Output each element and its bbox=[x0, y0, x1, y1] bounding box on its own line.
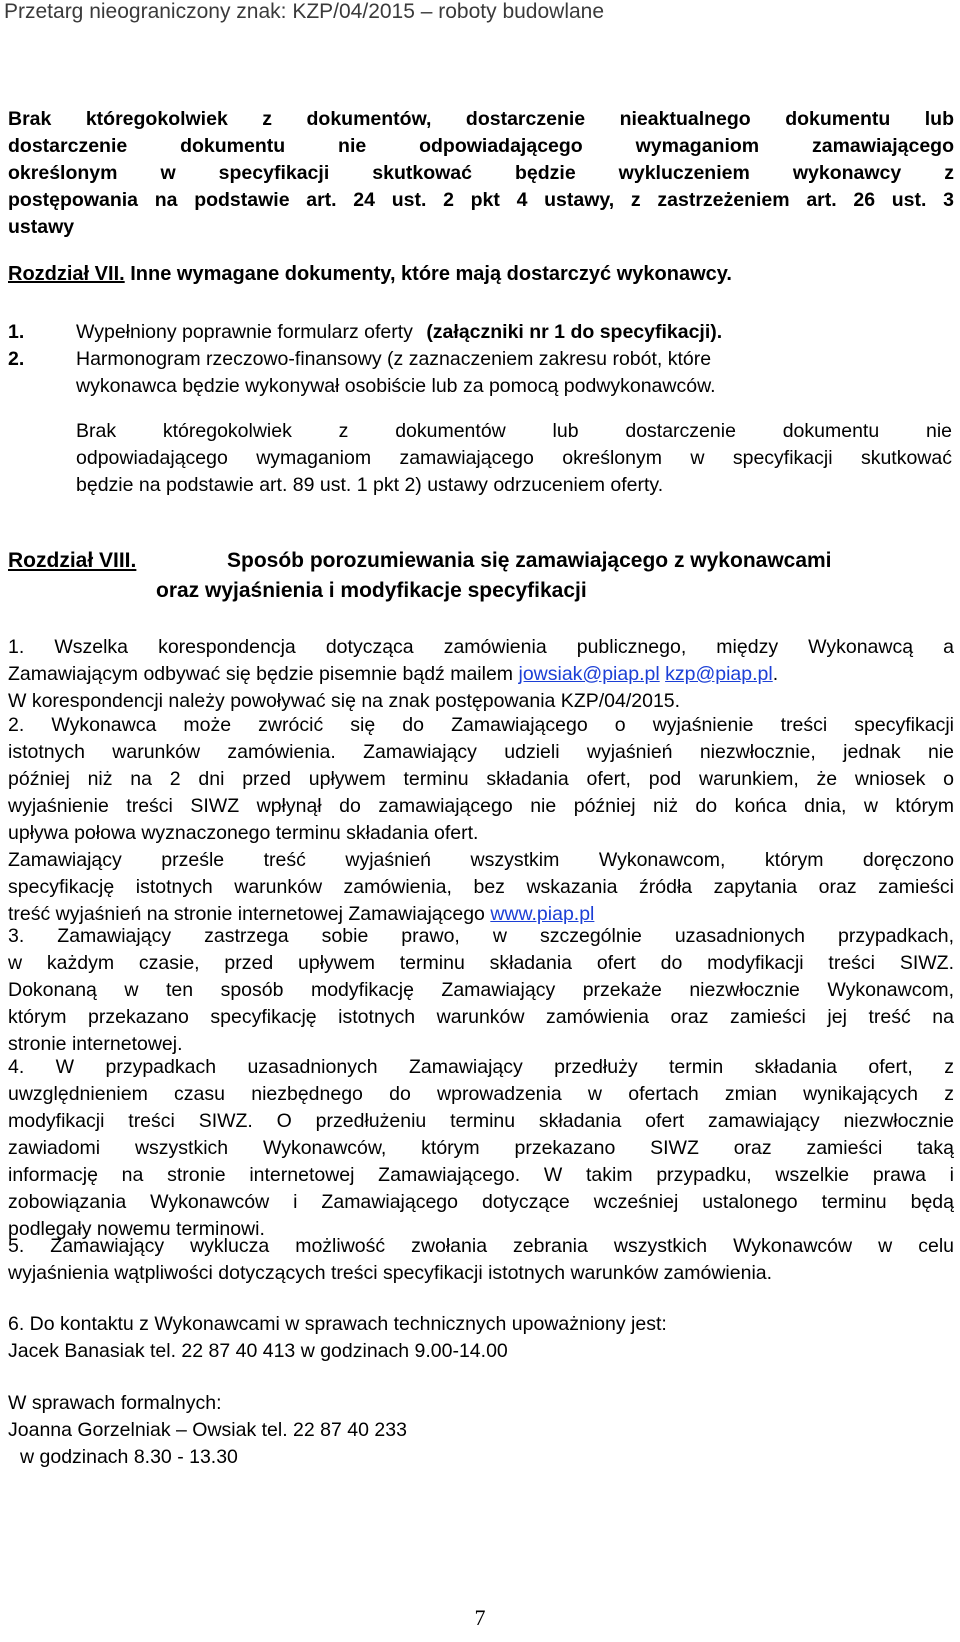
text-line: wyjaśnienie treści SIWZ wpłynął do zamawiającego nie później niż do końca dnia, w którym bbox=[8, 795, 954, 817]
contact-formal: Joanna Gorzelniak – Owsiak tel. 22 87 40 233 bbox=[8, 1419, 407, 1441]
chapter-7-heading bbox=[8, 263, 954, 286]
text-line: zobowiązania Wykonawców i Zamawiającego dotyczące wcześniej ustalonego terminu będą bbox=[8, 1191, 954, 1213]
text-line: istotnych warunków zamówienia. Zamawiający udzieli wyjaśnień niezwłocznie, jednak nie bbox=[8, 741, 954, 763]
document-header: Przetarg nieograniczony znak: KZP/04/2015 – roboty budowlane bbox=[4, 0, 605, 23]
list-number: 1. bbox=[8, 321, 25, 343]
text-line: w każdym czasie, przed upływem terminu składania ofert do modyfikacji treści SIWZ. bbox=[8, 952, 954, 974]
text-line: upływa połowa wyznaczonego terminu składania ofert. bbox=[8, 822, 479, 844]
text-line: specyfikację istotnych warunków zamówienia, bez wskazania źródła zapytania oraz zamieści bbox=[8, 876, 954, 898]
text-line: wyjaśnienia wątpliwości dotyczących treści specyfikacji istotnych warunków zamówienia. bbox=[8, 1262, 773, 1284]
email-link-jowsiak[interactable]: jowsiak@piap.pl bbox=[518, 663, 660, 685]
website-link[interactable]: www.piap.pl bbox=[490, 903, 595, 925]
list-item bbox=[8, 346, 954, 373]
chapter-8-title-line1: Sposób porozumiewania się zamawiającego z wykonawcami bbox=[227, 549, 832, 572]
text-line bbox=[8, 661, 954, 688]
list-number: 2. bbox=[8, 348, 25, 370]
chapter-8-label: Rozdział VIII. bbox=[8, 549, 137, 572]
documents-list bbox=[8, 319, 954, 400]
email-link-kzp[interactable]: kzp@piap.pl bbox=[665, 663, 773, 685]
text-line: Brak któregokolwiek z dokumentów lub dostarczenie dokumentu nie bbox=[76, 420, 952, 442]
text-line: dostarczenie dokumentu nie odpowiadającego wymaganiom zamawiającego bbox=[8, 135, 954, 157]
section-6-formal bbox=[8, 1390, 954, 1471]
text-line: W sprawach formalnych: bbox=[8, 1392, 222, 1414]
text-line: określonym w specyfikacji skutkować będzie wykluczeniem wykonawcy z bbox=[8, 162, 954, 184]
text-line: 3. Zamawiający zastrzega sobie prawo, w szczególnie uzasadnionych przypadkach, bbox=[8, 925, 954, 947]
text-line: ustawy bbox=[8, 216, 75, 238]
chapter-8-title-line2: oraz wyjaśnienia i modyfikacje specyfikacji bbox=[156, 579, 587, 602]
text-line: 5. Zamawiający wyklucza możliwość zwołania zebrania wszystkich Wykonawców w celu bbox=[8, 1235, 954, 1257]
text-line: stronie internetowej. bbox=[8, 1033, 183, 1055]
list-item bbox=[8, 319, 954, 346]
section-1 bbox=[8, 634, 954, 715]
text-line: uwzględnieniem czasu niezbędnego do wprowadzenia w ofertach zmian wynikających z bbox=[8, 1083, 954, 1105]
section-6 bbox=[8, 1311, 954, 1365]
text-line: modyfikacji treści SIWZ. O przedłużeniu terminu składania ofert zamawiający niezwłocznie bbox=[8, 1110, 954, 1132]
text-line: 6. Do kontaktu z Wykonawcami w sprawach technicznych upoważniony jest: bbox=[8, 1313, 667, 1335]
chapter-8-heading bbox=[8, 546, 954, 606]
section-5 bbox=[8, 1233, 954, 1287]
list-text: wykonawca będzie wykonywał osobiście lub za pomocą podwykonawców. bbox=[76, 375, 716, 397]
text-line: 1. Wszelka korespondencja dotycząca zamówienia publicznego, między Wykonawcą a bbox=[8, 636, 954, 658]
text-line: podlegały nowemu terminowi. bbox=[8, 1218, 265, 1240]
text-line: 4. W przypadkach uzasadnionych Zamawiający przedłuży termin składania ofert, z bbox=[8, 1056, 954, 1078]
list-text: Harmonogram rzeczowo-finansowy (z zaznaczeniem zakresu robót, które bbox=[76, 348, 712, 370]
text-span: treść wyjaśnień na stronie internetowej Zamawiającego bbox=[8, 903, 485, 925]
contact-technical: Jacek Banasiak tel. 22 87 40 413 w godzinach 9.00-14.00 bbox=[8, 1340, 508, 1362]
page-number: 7 bbox=[474, 1605, 486, 1630]
text-line: 2. Wykonawca może zwrócić się do Zamawiającego o wyjaśnienie treści specyfikacji bbox=[8, 714, 954, 736]
rejection-paragraph bbox=[76, 418, 952, 499]
text-span: . bbox=[772, 663, 779, 685]
list-item-continuation bbox=[8, 373, 954, 400]
list-text: Wypełniony poprawnie formularz oferty bbox=[76, 321, 413, 343]
text-line: później niż na 2 dni przed upływem terminu składania ofert, pod warunkiem, że wniosek o bbox=[8, 768, 954, 790]
list-bold-text: (załączniki nr 1 do specyfikacji). bbox=[426, 321, 723, 343]
text-line: Brak któregokolwiek z dokumentów, dostarczenie nieaktualnego dokumentu lub bbox=[8, 108, 954, 130]
text-line: zawiadomi wszystkich Wykonawców, którym przekazano SIWZ oraz zamieści taką bbox=[8, 1137, 954, 1159]
text-line: Zamawiający prześle treść wyjaśnień wszystkim Wykonawcom, którym doręczono bbox=[8, 849, 954, 871]
text-line: informację na stronie internetowej Zamawiającego. W takim przypadku, wszelkie prawa i bbox=[8, 1164, 954, 1186]
section-3 bbox=[8, 923, 954, 1058]
text-line: W korespondencji należy powoływać się na znak postępowania KZP/04/2015. bbox=[8, 690, 681, 712]
text-line: będzie na podstawie art. 89 ust. 1 pkt 2) ustawy odrzuceniem oferty. bbox=[76, 474, 664, 496]
section-2 bbox=[8, 712, 954, 928]
contact-formal-hours: w godzinach 8.30 - 13.30 bbox=[20, 1446, 238, 1468]
exclusion-paragraph bbox=[8, 106, 954, 241]
text-line: Dokonaną w ten sposób modyfikację Zamawiający przekaże niezwłocznie Wykonawcom, bbox=[8, 979, 954, 1001]
text-line: postępowania na podstawie art. 24 ust. 2 pkt 4 ustawy, z zastrzeżeniem art. 26 ust. 3 bbox=[8, 189, 954, 211]
section-4 bbox=[8, 1054, 954, 1243]
chapter-7-label: Rozdział VII. bbox=[8, 263, 125, 285]
text-line: odpowiadającego wymaganiom zamawiającego określonym w specyfikacji skutkować bbox=[76, 447, 952, 469]
text-span: Zamawiającym odbywać się będzie pisemnie bądź mailem bbox=[8, 663, 514, 685]
chapter-7-title: Inne wymagane dokumenty, które mają dostarczyć wykonawcy. bbox=[130, 263, 732, 285]
text-line: którym przekazano specyfikację istotnych warunków zamówienia oraz zamieści jej treść na bbox=[8, 1006, 954, 1028]
